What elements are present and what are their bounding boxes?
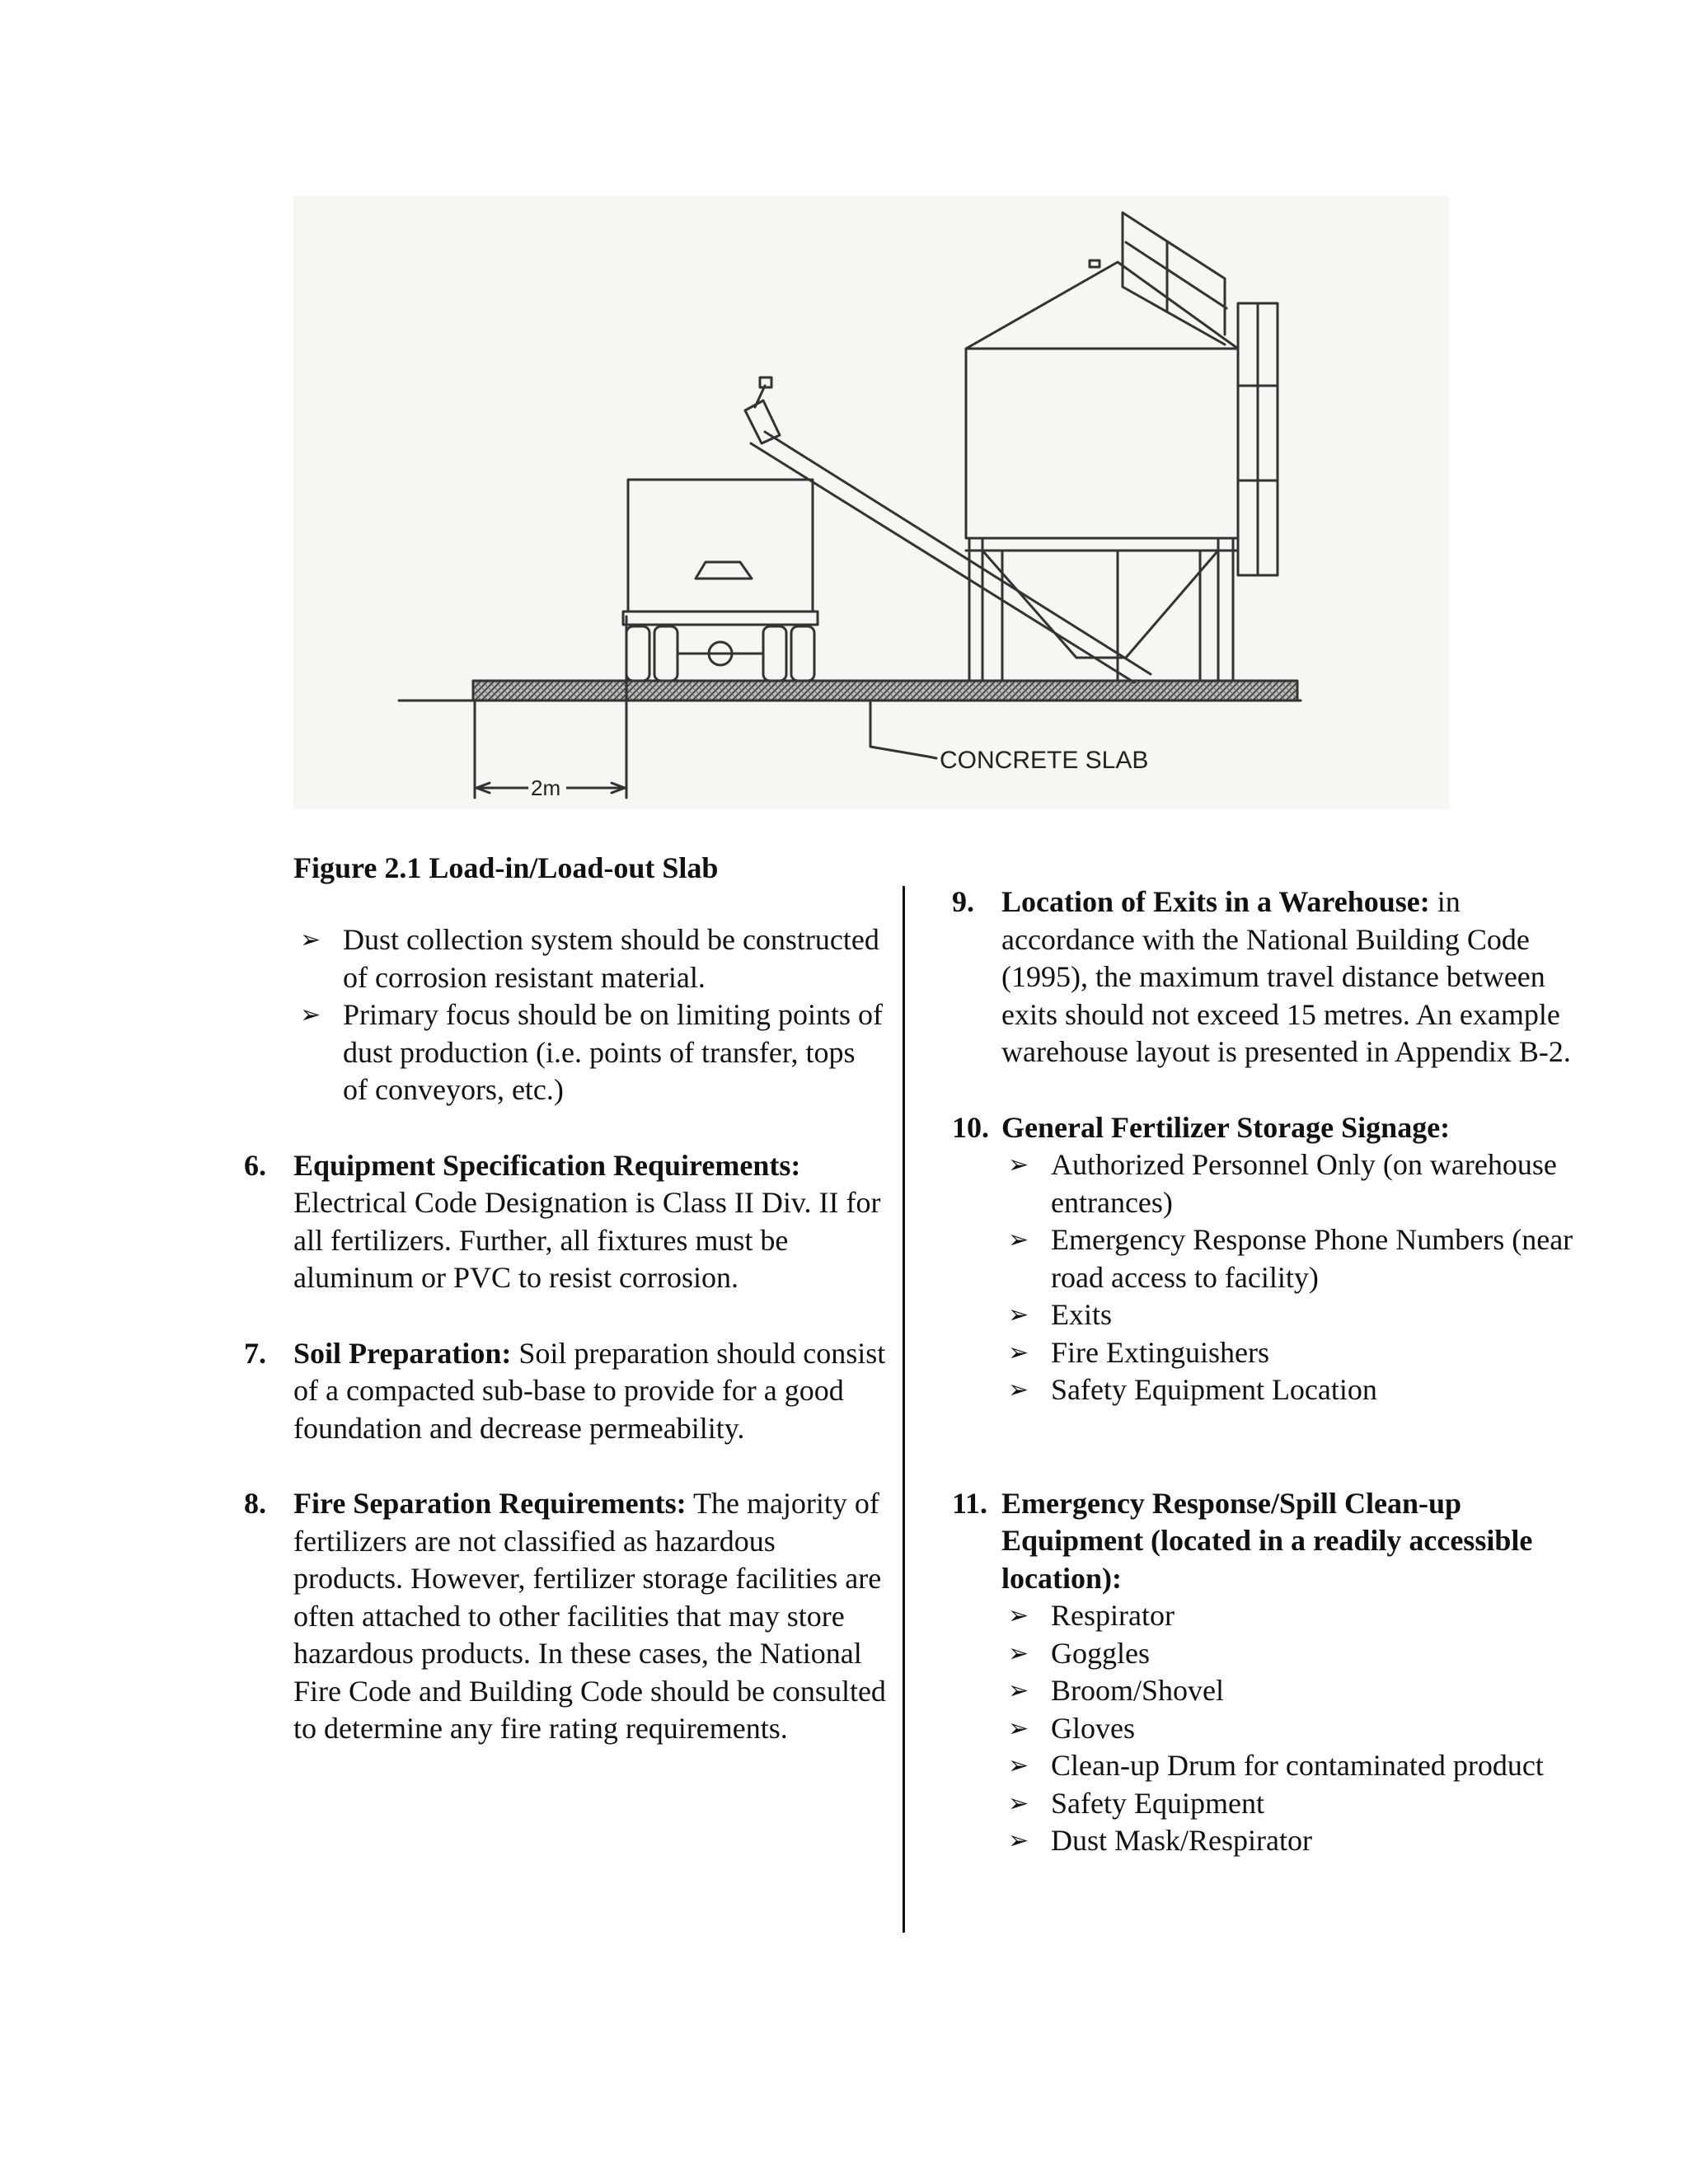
list-item: ➢ Dust collection system should be constructed of corrosion resistant material. bbox=[300, 923, 879, 994]
silo-roof bbox=[966, 262, 1238, 349]
item-6-equipment-specification bbox=[244, 1147, 887, 1297]
dimension-label: 2m bbox=[531, 776, 561, 800]
item-body: Electrical Code Designation is Class II Div. II for all fertilizers. Further, all fixtures must be aluminum or PVC to resist corrosion. bbox=[293, 1186, 881, 1294]
item-7-soil-preparation bbox=[244, 1335, 887, 1448]
arrow-bullet-icon: ➢ bbox=[1008, 1677, 1029, 1704]
item-number: 10. bbox=[952, 1110, 989, 1144]
concrete-slab bbox=[473, 681, 1297, 701]
list-item: ➢ Authorized Personnel Only (on warehouse entrances) bbox=[1008, 1148, 1557, 1219]
item-number: 8. bbox=[244, 1487, 266, 1520]
wheel bbox=[626, 626, 649, 681]
arrow-bullet-icon: ➢ bbox=[1008, 1226, 1029, 1254]
arrow-bullet-icon: ➢ bbox=[1008, 1338, 1029, 1366]
item-heading: Equipment Specification Requirements: bbox=[293, 1148, 801, 1182]
list-item: ➢ Safety Equipment bbox=[1001, 1785, 1578, 1823]
list-item: ➢ Gloves bbox=[1001, 1710, 1578, 1748]
item-heading: Emergency Response/Spill Clean-up Equipment (located in a readily accessible location): bbox=[1001, 1486, 1533, 1595]
item-heading: Fire Separation Requirements: bbox=[293, 1487, 687, 1520]
list-item: ➢ Respirator bbox=[1001, 1597, 1578, 1635]
slab-leader-line bbox=[870, 701, 936, 758]
item-number: 9. bbox=[952, 885, 974, 918]
arrow-bullet-icon: ➢ bbox=[300, 926, 321, 954]
trailer-box bbox=[628, 480, 813, 612]
column-divider bbox=[903, 886, 905, 1933]
item-number: 11. bbox=[952, 1486, 988, 1520]
arrow-bullet-icon: ➢ bbox=[1008, 1789, 1029, 1817]
figure-load-in-slab bbox=[293, 196, 1449, 809]
list-item: ➢ Primary focus should be on limiting points of dust production (i.e. points of transfer, tops of conveyors, etc.) bbox=[300, 998, 883, 1106]
list-item: ➢ Broom/Shovel bbox=[1001, 1672, 1578, 1710]
item-heading: Location of Exits in a Warehouse: bbox=[1001, 885, 1430, 918]
concrete-slab-label: CONCRETE SLAB bbox=[940, 747, 1149, 774]
arrow-bullet-icon: ➢ bbox=[1008, 1827, 1029, 1854]
item-body: The majority of fertilizers are not classified as hazardous products. However, fertilizer storage facilities are often attached to other facilities that may store hazardous products. In these cases, the National Fire Code and Building Code should be consulted to determine any fire rating requirements. bbox=[293, 1487, 886, 1745]
item-number: 7. bbox=[244, 1336, 266, 1370]
arrow-bullet-icon: ➢ bbox=[1008, 1151, 1029, 1179]
arrow-bullet-icon: ➢ bbox=[1008, 1376, 1029, 1404]
auger-conveyor bbox=[751, 443, 1134, 682]
list-item: ➢ Dust Mask/Respirator bbox=[1001, 1822, 1578, 1860]
item-body: in accordance with the National Building Code (1995), the maximum travel distance between exits should not exceed 15 metres. An example warehouse layout is presented in Appendix B-2. bbox=[1001, 885, 1571, 1068]
list-item: ➢ Exits bbox=[1001, 1296, 1578, 1334]
arrow-bullet-icon: ➢ bbox=[1008, 1752, 1029, 1779]
arrow-bullet-icon: ➢ bbox=[1008, 1602, 1029, 1629]
item-heading: Soil Preparation: bbox=[293, 1336, 512, 1370]
arrow-bullet-icon: ➢ bbox=[1008, 1301, 1029, 1329]
silo bbox=[966, 349, 1238, 538]
arrow-bullet-icon: ➢ bbox=[1008, 1639, 1029, 1667]
arrow-bullet-icon: ➢ bbox=[300, 1001, 321, 1029]
list-item: ➢ Goggles bbox=[1001, 1635, 1578, 1673]
item-number: 6. bbox=[244, 1148, 266, 1182]
figure-caption: Figure 2.1 Load-in/Load-out Slab bbox=[293, 851, 719, 884]
arrow-bullet-icon: ➢ bbox=[1008, 1714, 1029, 1742]
dust-collection-bullets bbox=[293, 921, 887, 1109]
list-item: ➢ Safety Equipment Location bbox=[1001, 1371, 1578, 1409]
figure-drawing bbox=[293, 196, 1449, 809]
list-item: ➢ Clean-up Drum for contaminated product bbox=[1001, 1747, 1578, 1785]
equipment-bullets bbox=[1001, 1597, 1578, 1860]
list-item: ➢ Fire Extinguishers bbox=[1001, 1334, 1578, 1372]
left-column bbox=[244, 921, 887, 1748]
item-9-exits-location bbox=[952, 883, 1578, 1071]
item-body: Soil preparation should consist of a compacted sub-base to provide for a good foundation and decrease permeability. bbox=[293, 1336, 886, 1445]
list-item: ➢ Emergency Response Phone Numbers (near road access to facility) bbox=[1008, 1223, 1573, 1294]
item-10-storage-signage bbox=[952, 1109, 1578, 1409]
item-11-emergency-equipment bbox=[952, 1485, 1578, 1860]
signage-bullets bbox=[1001, 1146, 1578, 1409]
item-heading: General Fertilizer Storage Signage: bbox=[1001, 1110, 1451, 1144]
right-column bbox=[952, 883, 1578, 1860]
item-8-fire-separation bbox=[244, 1485, 887, 1748]
